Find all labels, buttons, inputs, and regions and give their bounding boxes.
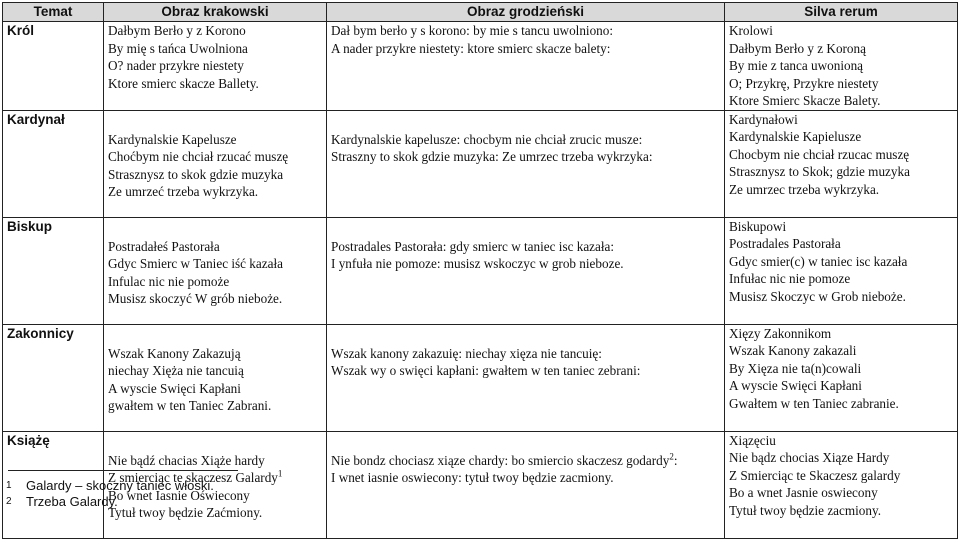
verse-line: Xiązęciu [729,432,776,448]
verse-line: gwałtem w ten Taniec Zabrani. [108,398,272,413]
verse-line: Ze umrzec trzeba wykrzyka. [729,181,880,197]
verse-line: By mię s tańca Uwolniona [108,40,248,56]
verse-line: niechay Xięża nie tancuią [108,363,244,378]
verse-line: I wnet iasnie oswiecony: tytuł twoy będzie zacmiony. [331,470,614,485]
table-row [3,217,958,324]
verse-line: A wyscie Swięci Kapłani [729,378,862,393]
verse-text: Nie bondz chociasz xiąze chardy: bo smiercio skaczesz godardy [331,452,670,468]
verse-line: I ynfuła nie pomoze: musisz wskoczyc w grob nieboze. [331,256,624,271]
verse-line: Gwałtem w ten Taniec zabranie. [729,395,899,411]
header-krakow: Obraz krakowski [104,3,327,22]
krakow-cell [104,217,327,324]
verse-line: A nader przykre niestety: ktore smierc skacze balety: [331,40,611,56]
verse-line: Dałbym Berło y z Koroną [729,40,866,56]
verse-line: Dał bym berło y s korono: by mie s tancu uwolniono: [331,23,614,38]
table-row [3,110,958,217]
grodno-cell [327,22,725,111]
verse-line: Gdyc Smierc w Taniec iść kazała [108,256,283,271]
verse-line: Wszak wy o swięci kapłani: gwałtem w ten taniec zebrani: [331,363,641,378]
verse-line: Postradales Pastorała [729,236,841,251]
verse-line: Bo wnet Iasnie Oświecony [108,487,250,503]
grodno-cell [327,110,725,217]
verse-line: Postradałeś Pastorała [108,238,220,254]
verse-line: Infulac nic nie pomoże [108,273,230,289]
verse-line: Ze umrzeć trzeba wykrzyka. [108,184,259,199]
grodno-cell [327,217,725,324]
verse-line: Kardynalskie Kapelusze [108,131,237,147]
grodno-cell [327,431,725,538]
verse-line: Wszak Kanony zakazali [729,343,857,358]
verse-line: Gdyc smier(c) w taniec isc kazała [729,253,908,269]
krakow-cell [104,110,327,217]
silva-cell [725,431,958,538]
footnotes [6,478,214,510]
verse-line: Z Smierciąc te Skaczesz galardy [729,467,901,483]
verse-line: Bo a wnet Jasnie oswiecony [729,485,878,500]
comparison-table [2,2,958,539]
table-row [3,324,958,431]
footnote-mark: 2 [669,451,674,462]
footnote-mark: 1 [277,468,283,479]
verse-line: Tytuł twoy będzie Zaćmiony. [108,505,263,520]
verse-line: Musisz skoczyć W grób nieboże. [108,291,283,306]
verse-line: By Xięza nie ta(n)cowali [729,360,862,376]
verse-text: Z smierciąc te skaczesz Galardy [108,470,278,485]
verse-line: Ktore Smierc Skacze Balety. [729,93,881,108]
verse-line: Postradales Pastorała: gdy smierc w taniec isc kazała: [331,238,615,254]
silva-cell [725,110,958,217]
grodno-cell [327,324,725,431]
verse-line: By mie z tanca uwonioną [729,58,864,73]
silva-cell [725,217,958,324]
krakow-cell [104,324,327,431]
verse-line: Nie bondz chociasz xiąze chardy: bo smiercio skaczesz godardy$^2$: [331,451,678,468]
footnote-number: 1 [6,480,12,491]
verse-line: Infułac nic nie pomoze [729,271,851,286]
verse-line: Wszak Kanony Zakazują [108,345,241,361]
verse-line: Dałbym Berło y z Korono [108,23,246,38]
footnote-text: Trzeba Galardy. [26,494,118,509]
header-silva: Silva rerum [725,3,958,22]
verse-line: Xięzy Zakonnikom [729,325,832,341]
row-topic: Kardynał [3,110,104,217]
verse-line: Kardynalskie kapelusze: chocbym nie chciał zrucic musze: [331,131,643,147]
footnote-divider [8,470,238,471]
header-row [3,3,958,22]
footnote-number: 2 [6,496,12,507]
verse-line: Tytuł twoy będzie zacmiony. [729,502,882,518]
verse-line: Kardynalskie Kapielusze [729,129,862,144]
row-topic: Książę [3,431,104,538]
verse-line: Nie bądz chocias Xiąze Hardy [729,450,890,465]
verse-line: Straszny to skok gdzie muzyka: Ze umrzec trzeba wykrzyka: [331,149,653,164]
verse-line: Strasznysz to Skok; gdzie muzyka [729,164,910,179]
footnote [6,478,214,494]
footnote [6,494,214,510]
verse-line: Biskupowi [729,218,787,234]
row-topic: Król [3,22,104,111]
footnote-text: Galardy – skoczny taniec włoski. [26,478,214,493]
silva-cell [725,22,958,111]
verse-line: O? nader przykre niestety [108,58,244,73]
verse-line: Nie bądź chacias Xiąże hardy [108,452,265,468]
verse-line: Musisz Skoczyc w Grob nieboże. [729,288,906,304]
row-topic: Zakonnicy [3,324,104,431]
verse-line: Chocbym nie chciał rzucac muszę [729,146,910,162]
silva-cell [725,324,958,431]
table-row [3,22,958,111]
verse-line: Choćbym nie chciał rzucać muszę [108,149,289,164]
verse-line: Ktore smierc skacze Ballety. [108,75,259,91]
krakow-cell [104,22,327,111]
header-grodno: Obraz grodzieński [327,3,725,22]
verse-line: A wyscie Swięci Kapłani [108,380,241,396]
verse-line: Wszak kanony zakazuię: niechay xięza nie tancuię: [331,345,602,361]
verse-line: Krolowi [729,23,773,38]
row-topic: Biskup [3,217,104,324]
verse-line: Kardynałowi [729,111,798,127]
header-topic: Temat [3,3,104,22]
verse-line: Strasznysz to skok gdzie muzyka [108,166,284,182]
verse-line: O; Przykrę, Przykre niestety [729,75,879,91]
